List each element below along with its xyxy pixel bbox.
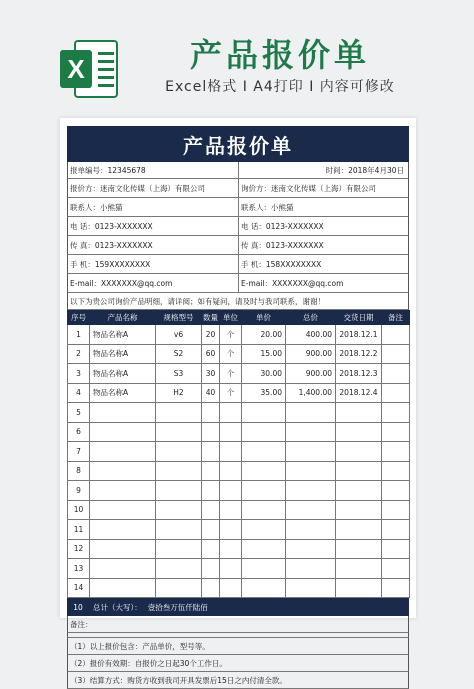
table-row xyxy=(68,442,410,462)
delivery-date-cell[interactable] xyxy=(336,403,382,423)
quantity-cell[interactable] xyxy=(202,578,220,598)
unit-cell[interactable]: 个 xyxy=(220,344,242,364)
remarks-row xyxy=(67,616,409,633)
mobile-row xyxy=(67,255,409,274)
remark-cell[interactable] xyxy=(382,481,410,501)
remark-cell[interactable] xyxy=(382,383,410,403)
row-number-cell: 12 xyxy=(68,539,90,559)
total-price-cell[interactable] xyxy=(286,422,336,442)
intro-text: 以下为贵公司询价产品明细，请详阅；如有疑问，请及时与我司联系，谢谢！ xyxy=(70,296,325,306)
spec-model-cell[interactable] xyxy=(156,520,202,540)
mobile-right[interactable]: 手 机：158XXXXXXXX xyxy=(238,255,408,273)
note-2[interactable]: （2）报价有效期：自报价之日起30个工作日。 xyxy=(70,658,227,668)
table-row xyxy=(68,578,410,598)
phone-left[interactable]: 电 话：0123-XXXXXXX xyxy=(70,221,153,231)
delivery-date-cell[interactable] xyxy=(336,500,382,520)
notes-section xyxy=(67,616,409,689)
quote-meta-row xyxy=(67,162,409,179)
product-name-cell[interactable] xyxy=(90,559,156,579)
total-price-cell[interactable]: 400.00 xyxy=(286,325,336,345)
quantity-cell[interactable] xyxy=(202,500,220,520)
total-price-cell[interactable] xyxy=(286,403,336,423)
table-row xyxy=(68,422,410,442)
spec-model-cell[interactable]: S3 xyxy=(156,364,202,384)
unit-cell[interactable] xyxy=(220,422,242,442)
row-number-cell: 13 xyxy=(68,559,90,579)
excel-badge: X xyxy=(60,50,92,88)
note-row xyxy=(67,638,409,655)
quantity-cell[interactable]: 40 xyxy=(202,383,220,403)
row-number-cell: 7 xyxy=(68,442,90,462)
remark-cell[interactable] xyxy=(382,364,410,384)
spec-model-cell[interactable] xyxy=(156,578,202,598)
unit-price-cell[interactable] xyxy=(242,422,286,442)
fax-left[interactable]: 传 真：0123-XXXXXXX xyxy=(70,240,153,250)
product-name-cell[interactable] xyxy=(90,461,156,481)
row-number-cell: 14 xyxy=(68,578,90,598)
fax-right[interactable]: 传 真：0123-XXXXXXX xyxy=(238,236,408,254)
column-header: 数量 xyxy=(202,311,220,325)
row-number-cell: 5 xyxy=(68,403,90,423)
product-name-cell[interactable] xyxy=(90,481,156,501)
unit-cell[interactable]: 个 xyxy=(220,383,242,403)
excel-logo-icon xyxy=(60,40,118,98)
row-number-cell: 2 xyxy=(68,344,90,364)
total-price-cell[interactable] xyxy=(286,481,336,501)
total-value[interactable]: 壹拾叁万伍仟陆佰 xyxy=(147,602,208,612)
delivery-date-cell[interactable] xyxy=(336,461,382,481)
delivery-date-cell[interactable]: 2018.12.1 xyxy=(336,325,382,345)
quote-number[interactable]: 报单编号：12345678 xyxy=(70,165,146,175)
row-number-cell: 8 xyxy=(68,461,90,481)
row-number-cell: 3 xyxy=(68,364,90,384)
column-header: 备注 xyxy=(382,311,410,325)
unit-price-cell[interactable]: 35.00 xyxy=(242,383,286,403)
delivery-date-cell[interactable]: 2018.12.3 xyxy=(336,364,382,384)
unit-price-cell[interactable] xyxy=(242,481,286,501)
unit-price-cell[interactable] xyxy=(242,539,286,559)
banner-title: 产品报价单 xyxy=(189,36,370,74)
unit-cell[interactable] xyxy=(220,481,242,501)
spec-model-cell[interactable] xyxy=(156,539,202,559)
table-row xyxy=(68,325,410,345)
spec-model-cell[interactable] xyxy=(156,481,202,501)
spec-model-cell[interactable] xyxy=(156,461,202,481)
remark-cell[interactable] xyxy=(382,422,410,442)
delivery-date-cell[interactable] xyxy=(336,481,382,501)
delivery-date-cell[interactable] xyxy=(336,578,382,598)
delivery-date-cell[interactable] xyxy=(336,539,382,559)
contact-left[interactable]: 联系人：小熊猫 xyxy=(70,202,123,212)
delivery-date-cell[interactable] xyxy=(336,442,382,462)
remark-cell[interactable] xyxy=(382,403,410,423)
quantity-cell[interactable] xyxy=(202,403,220,423)
quantity-cell[interactable] xyxy=(202,422,220,442)
quantity-cell[interactable]: 20 xyxy=(202,325,220,345)
row-number-cell: 6 xyxy=(68,422,90,442)
unit-price-cell[interactable] xyxy=(242,578,286,598)
note-row xyxy=(67,672,409,689)
product-name-cell[interactable]: 物品名称A xyxy=(90,383,156,403)
table-row xyxy=(68,500,410,520)
unit-price-cell[interactable] xyxy=(242,442,286,462)
total-label: 总计（大写）： xyxy=(93,602,142,612)
remark-cell[interactable] xyxy=(382,442,410,462)
unit-price-cell[interactable]: 15.00 xyxy=(242,344,286,364)
intro-row xyxy=(67,293,409,310)
note-row xyxy=(67,655,409,672)
spec-model-cell[interactable] xyxy=(156,403,202,423)
contact-row xyxy=(67,198,409,217)
company-row xyxy=(67,179,409,198)
product-name-cell[interactable]: 物品名称A xyxy=(90,344,156,364)
spec-model-cell[interactable]: v6 xyxy=(156,325,202,345)
remark-cell[interactable] xyxy=(382,500,410,520)
mobile-left[interactable]: 手 机：159XXXXXXXX xyxy=(70,259,151,269)
total-index: 10 xyxy=(73,602,83,612)
table-row xyxy=(68,559,410,579)
table-row xyxy=(68,481,410,501)
total-price-cell[interactable]: 900.00 xyxy=(286,344,336,364)
quantity-cell[interactable] xyxy=(202,520,220,540)
product-name-cell[interactable] xyxy=(90,403,156,423)
quantity-cell[interactable] xyxy=(202,539,220,559)
unit-price-cell[interactable] xyxy=(242,403,286,423)
delivery-date-cell[interactable] xyxy=(336,559,382,579)
note-1[interactable]: （1）以上报价包含：产品单价，型号等。 xyxy=(70,641,210,651)
unit-price-cell[interactable] xyxy=(242,461,286,481)
table-row xyxy=(68,344,410,364)
table-row xyxy=(68,383,410,403)
unit-cell[interactable]: 个 xyxy=(220,364,242,384)
product-name-cell[interactable] xyxy=(90,539,156,559)
spec-model-cell[interactable]: S2 xyxy=(156,344,202,364)
product-name-cell[interactable] xyxy=(90,422,156,442)
email-left[interactable]: E-mail：XXXXXXX@qq.com xyxy=(70,278,173,288)
unit-price-cell[interactable] xyxy=(242,520,286,540)
quantity-cell[interactable] xyxy=(202,461,220,481)
unit-price-cell[interactable]: 20.00 xyxy=(242,325,286,345)
remark-cell[interactable] xyxy=(382,344,410,364)
quantity-cell[interactable]: 60 xyxy=(202,344,220,364)
product-name-cell[interactable] xyxy=(90,578,156,598)
remarks-label[interactable]: 备注： xyxy=(70,619,93,629)
total-price-cell[interactable]: 900.00 xyxy=(286,364,336,384)
delivery-date-cell[interactable] xyxy=(336,422,382,442)
column-header: 序号 xyxy=(68,311,90,325)
table-row xyxy=(68,539,410,559)
total-price-cell[interactable] xyxy=(286,500,336,520)
table-row xyxy=(68,520,410,540)
delivery-date-cell[interactable]: 2018.12.4 xyxy=(336,383,382,403)
total-price-cell[interactable] xyxy=(286,442,336,462)
remark-cell[interactable] xyxy=(382,520,410,540)
sheet-title: 产品报价单 xyxy=(67,126,409,162)
row-number-cell: 4 xyxy=(68,383,90,403)
email-right[interactable]: E-mail：XXXXXXX@qq.com xyxy=(238,274,408,292)
quantity-cell[interactable] xyxy=(202,559,220,579)
items-table xyxy=(67,310,410,598)
row-number-cell: 1 xyxy=(68,325,90,345)
product-name-cell[interactable] xyxy=(90,442,156,462)
spec-model-cell[interactable] xyxy=(156,559,202,579)
table-header-row xyxy=(68,311,410,325)
quantity-cell[interactable]: 30 xyxy=(202,364,220,384)
quantity-cell[interactable] xyxy=(202,481,220,501)
banner-subtitle: Excel格式 I A4打印 I 内容可修改 xyxy=(165,79,395,95)
remark-cell[interactable] xyxy=(382,539,410,559)
unit-cell[interactable] xyxy=(220,403,242,423)
column-header: 交货日期 xyxy=(336,311,382,325)
phone-right[interactable]: 电 话：0123-XXXXXXX xyxy=(238,217,408,235)
unit-cell[interactable] xyxy=(220,520,242,540)
total-price-cell[interactable] xyxy=(286,461,336,481)
row-number-cell: 10 xyxy=(68,500,90,520)
quoting-company[interactable]: 报价方：迷南文化传媒（上海）有限公司 xyxy=(70,183,205,193)
spec-model-cell[interactable] xyxy=(156,500,202,520)
banner xyxy=(0,0,474,112)
spec-model-cell[interactable] xyxy=(156,422,202,442)
row-number-cell: 9 xyxy=(68,481,90,501)
column-header: 产品名称 xyxy=(90,311,156,325)
quote-date[interactable]: 时间：2018年4月30日 xyxy=(238,162,408,178)
unit-cell[interactable] xyxy=(220,442,242,462)
total-price-cell[interactable] xyxy=(286,520,336,540)
column-header: 总价 xyxy=(286,311,336,325)
contact-right[interactable]: 联系人：小熊猫 xyxy=(238,198,408,216)
remark-cell[interactable] xyxy=(382,578,410,598)
phone-row xyxy=(67,217,409,236)
total-price-cell[interactable] xyxy=(286,578,336,598)
unit-price-cell[interactable] xyxy=(242,500,286,520)
unit-price-cell[interactable] xyxy=(242,559,286,579)
email-row xyxy=(67,274,409,293)
fax-row xyxy=(67,236,409,255)
sheet-frame xyxy=(67,126,409,689)
delivery-date-cell[interactable]: 2018.12.2 xyxy=(336,344,382,364)
total-price-cell[interactable] xyxy=(286,539,336,559)
product-name-cell[interactable]: 物品名称A xyxy=(90,364,156,384)
total-price-cell[interactable]: 1,400.00 xyxy=(286,383,336,403)
unit-price-cell[interactable]: 30.00 xyxy=(242,364,286,384)
column-header: 规格型号 xyxy=(156,311,202,325)
table-row xyxy=(68,403,410,423)
row-number-cell: 11 xyxy=(68,520,90,540)
total-price-cell[interactable] xyxy=(286,559,336,579)
note-3[interactable]: （3）结算方式：购货方收到我司开具发票后15日之内付清全款。 xyxy=(70,675,287,685)
unit-cell[interactable] xyxy=(220,578,242,598)
spec-model-cell[interactable]: H2 xyxy=(156,383,202,403)
unit-cell[interactable] xyxy=(220,500,242,520)
unit-cell[interactable] xyxy=(220,539,242,559)
delivery-date-cell[interactable] xyxy=(336,520,382,540)
column-header: 单价 xyxy=(242,311,286,325)
table-row xyxy=(68,461,410,481)
remark-cell[interactable] xyxy=(382,559,410,579)
unit-cell[interactable]: 个 xyxy=(220,325,242,345)
total-bar xyxy=(67,598,409,616)
product-name-cell[interactable]: 物品名称A xyxy=(90,325,156,345)
unit-cell[interactable] xyxy=(220,461,242,481)
table-row xyxy=(68,364,410,384)
column-header: 单位 xyxy=(220,311,242,325)
unit-cell[interactable] xyxy=(220,559,242,579)
spec-model-cell[interactable] xyxy=(156,442,202,462)
quantity-cell[interactable] xyxy=(202,442,220,462)
remark-cell[interactable] xyxy=(382,461,410,481)
product-name-cell[interactable] xyxy=(90,520,156,540)
quote-sheet xyxy=(60,118,416,685)
remark-cell[interactable] xyxy=(382,325,410,345)
product-name-cell[interactable] xyxy=(90,500,156,520)
inquiry-company[interactable]: 询价方：迷南文化传媒（上海）有限公司 xyxy=(238,179,408,197)
